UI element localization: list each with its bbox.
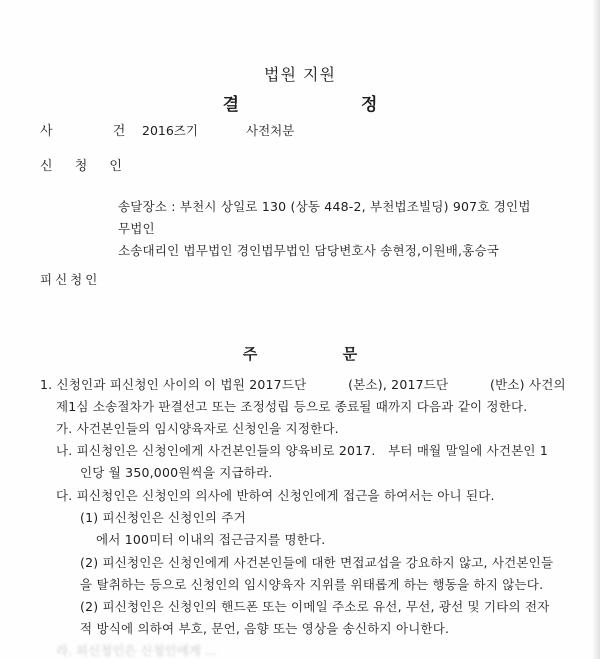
applicant-address-line1: 송달장소 : 부천시 상일로 130 (상동 448-2, 부천법조빌딩) 907호 경인법: [118, 199, 531, 214]
respondent-label: 피신청인: [40, 272, 101, 287]
order-line-1: 1. 신청인과 피신청인 사이의 이 법원 2017드단 (본소), 2017드단 (반소) 사건의: [40, 377, 566, 392]
case-number: 2016즈기: [142, 123, 198, 138]
document-title: [0, 90, 600, 115]
scan-edge-shadow: [592, 0, 600, 659]
order-item-na: 나. 피신청인은 신청인에게 사건본인들의 양육비로 2017. 부터 매월 말일에 사건본인 1: [56, 443, 548, 458]
document-title-text: 결 정: [222, 95, 436, 115]
order-sub-1-cont: 에서 100미터 이내의 접근금지를 명한다.: [96, 532, 326, 547]
order-item-ga: 가. 사건본인들의 임시양육자로 신청인을 지정한다.: [56, 421, 339, 436]
order-sub-2-cont: 을 탈취하는 등으로 신청인의 임시양육자 지위를 위태롭게 하는 행동을 하지 않는다.: [80, 577, 544, 592]
applicant-label: 신 청 인: [40, 159, 131, 174]
court-name: 법원 지원: [264, 65, 336, 84]
order-sub-3: (2) 피신청인은 신청인의 핸드폰 또는 이메일 주소로 유선, 무선, 광선 및 기타의 전자: [80, 599, 550, 614]
case-name: 사전처분: [246, 123, 295, 138]
case-label: 사 건: [40, 124, 154, 139]
order-sub-2: (2) 피신청인은 신청인에게 사건본인들에 대한 면접교섭을 강요하지 않고, 사건본인들: [80, 555, 554, 570]
order-sub-3-cont: 적 방식에 의하여 부호, 문언, 음향 또는 영상을 송신하지 아니한다.: [80, 621, 450, 636]
order-heading-text: 주 문: [242, 345, 398, 363]
order-item-da: 다. 피신청인은 신청인의 의사에 반하여 신청인에게 접근을 하여서는 아니 된다.: [56, 488, 495, 503]
faded-next-line: 라. 피신청인은 신청인에게 ...: [56, 643, 217, 658]
applicant-address-line2: 무법인: [118, 221, 155, 236]
order-heading: [0, 343, 600, 364]
order-item-na-cont: 인당 월 350,000원씩을 지급하라.: [80, 465, 273, 480]
order-line-2: 제1심 소송절차가 판결선고 또는 조정성립 등으로 종료될 때까지 다음과 같이 정한다.: [56, 399, 528, 414]
applicant-agent-line: 소송대리인 법무법인 경인법무법인 담당변호사 송현정,이원배,홍승국: [118, 243, 500, 258]
order-sub-1: (1) 피신청인은 신청인의 주거: [80, 510, 246, 525]
